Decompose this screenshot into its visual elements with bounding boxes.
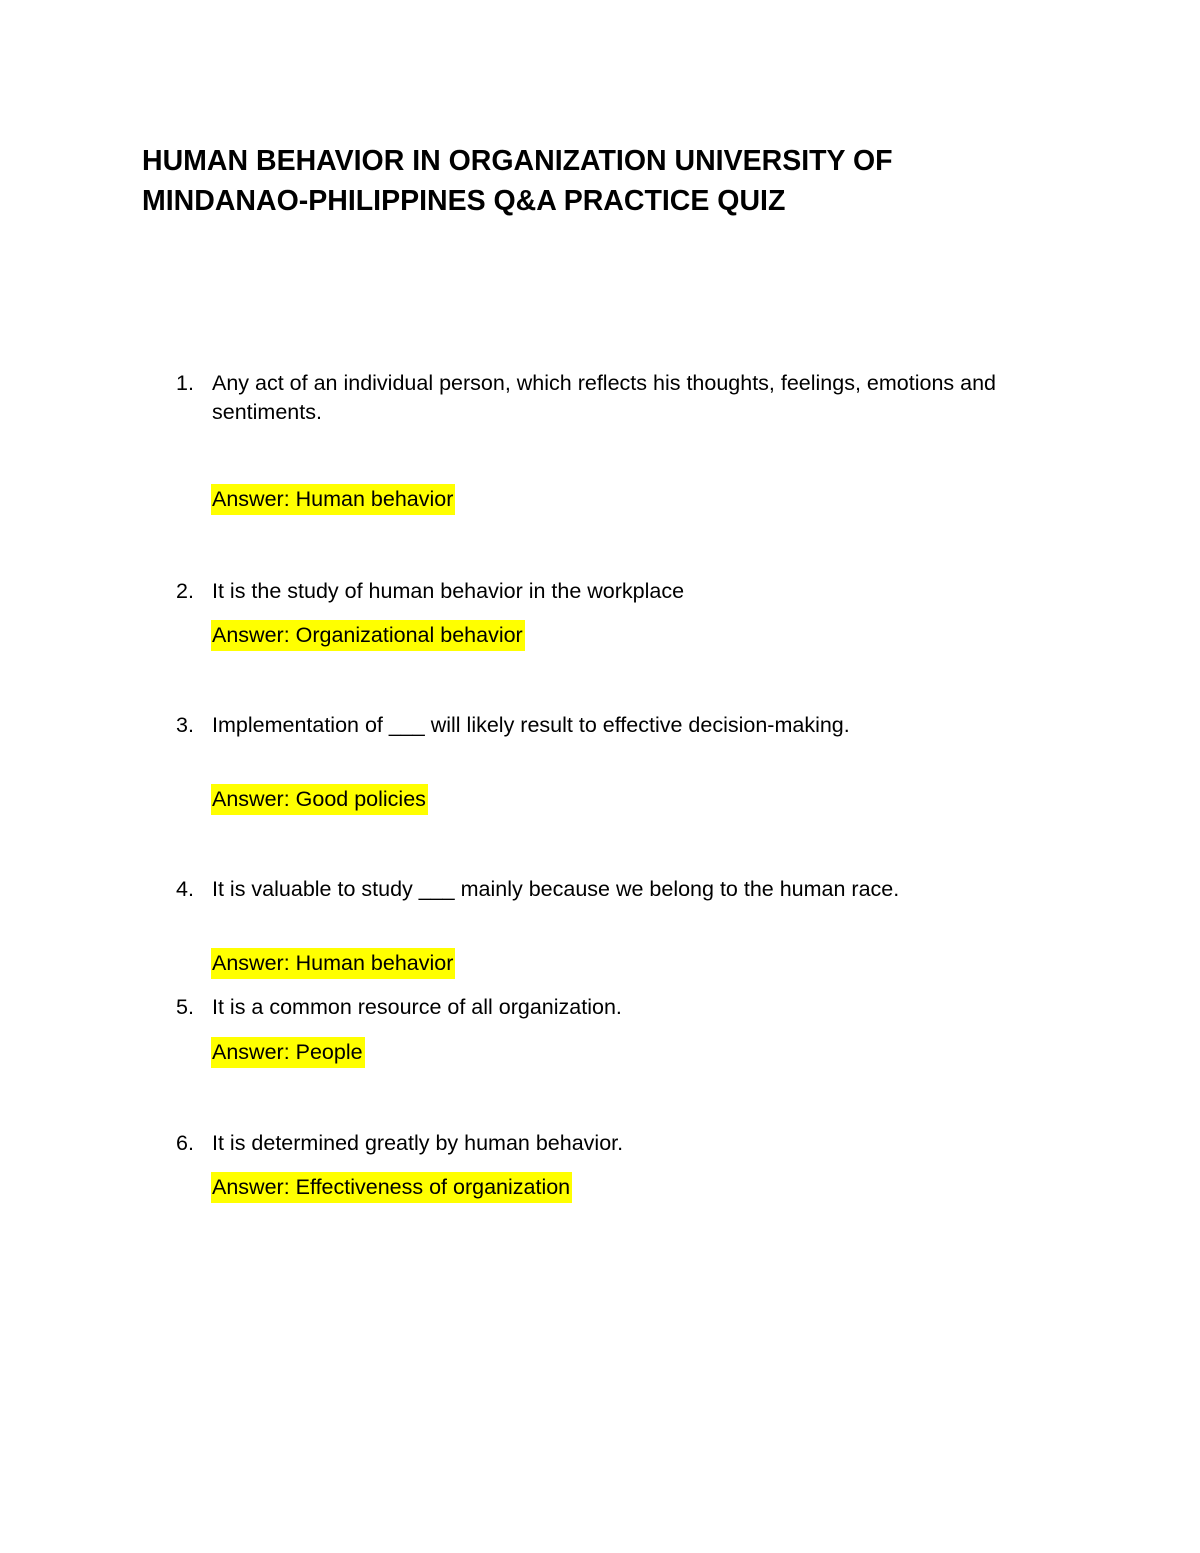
question-number: 1. <box>176 371 194 395</box>
question-text: It is a common resource of all organization. <box>212 995 622 1019</box>
question-number: 4. <box>176 877 194 901</box>
question-number: 3. <box>176 713 194 737</box>
answer-highlight: Answer: Human behavior <box>211 948 455 979</box>
answer-highlight: Answer: Effectiveness of organization <box>211 1172 572 1203</box>
question-text: Implementation of ___ will likely result to effective decision-making. <box>212 713 850 737</box>
question-number: 2. <box>176 579 194 603</box>
answer-highlight: Answer: People <box>211 1037 365 1068</box>
answer-highlight: Answer: Organizational behavior <box>211 620 525 651</box>
question-number: 6. <box>176 1131 194 1155</box>
question-text: It is the study of human behavior in the workplace <box>212 579 685 603</box>
question-text: It is determined greatly by human behavior. <box>212 1131 624 1155</box>
question-text: It is valuable to study ___ mainly because we belong to the human race. <box>212 877 900 901</box>
question-text: Any act of an individual person, which reflects his thoughts, feelings, emotions and sentiments. <box>212 371 997 424</box>
document-title: HUMAN BEHAVIOR IN ORGANIZATION UNIVERSITY OF MINDANAO-PHILIPPINES Q&A PRACTICE QUIZ <box>142 145 893 217</box>
question-number: 5. <box>176 995 194 1019</box>
answer-highlight: Answer: Good policies <box>211 784 428 815</box>
answer-highlight: Answer: Human behavior <box>211 484 455 515</box>
